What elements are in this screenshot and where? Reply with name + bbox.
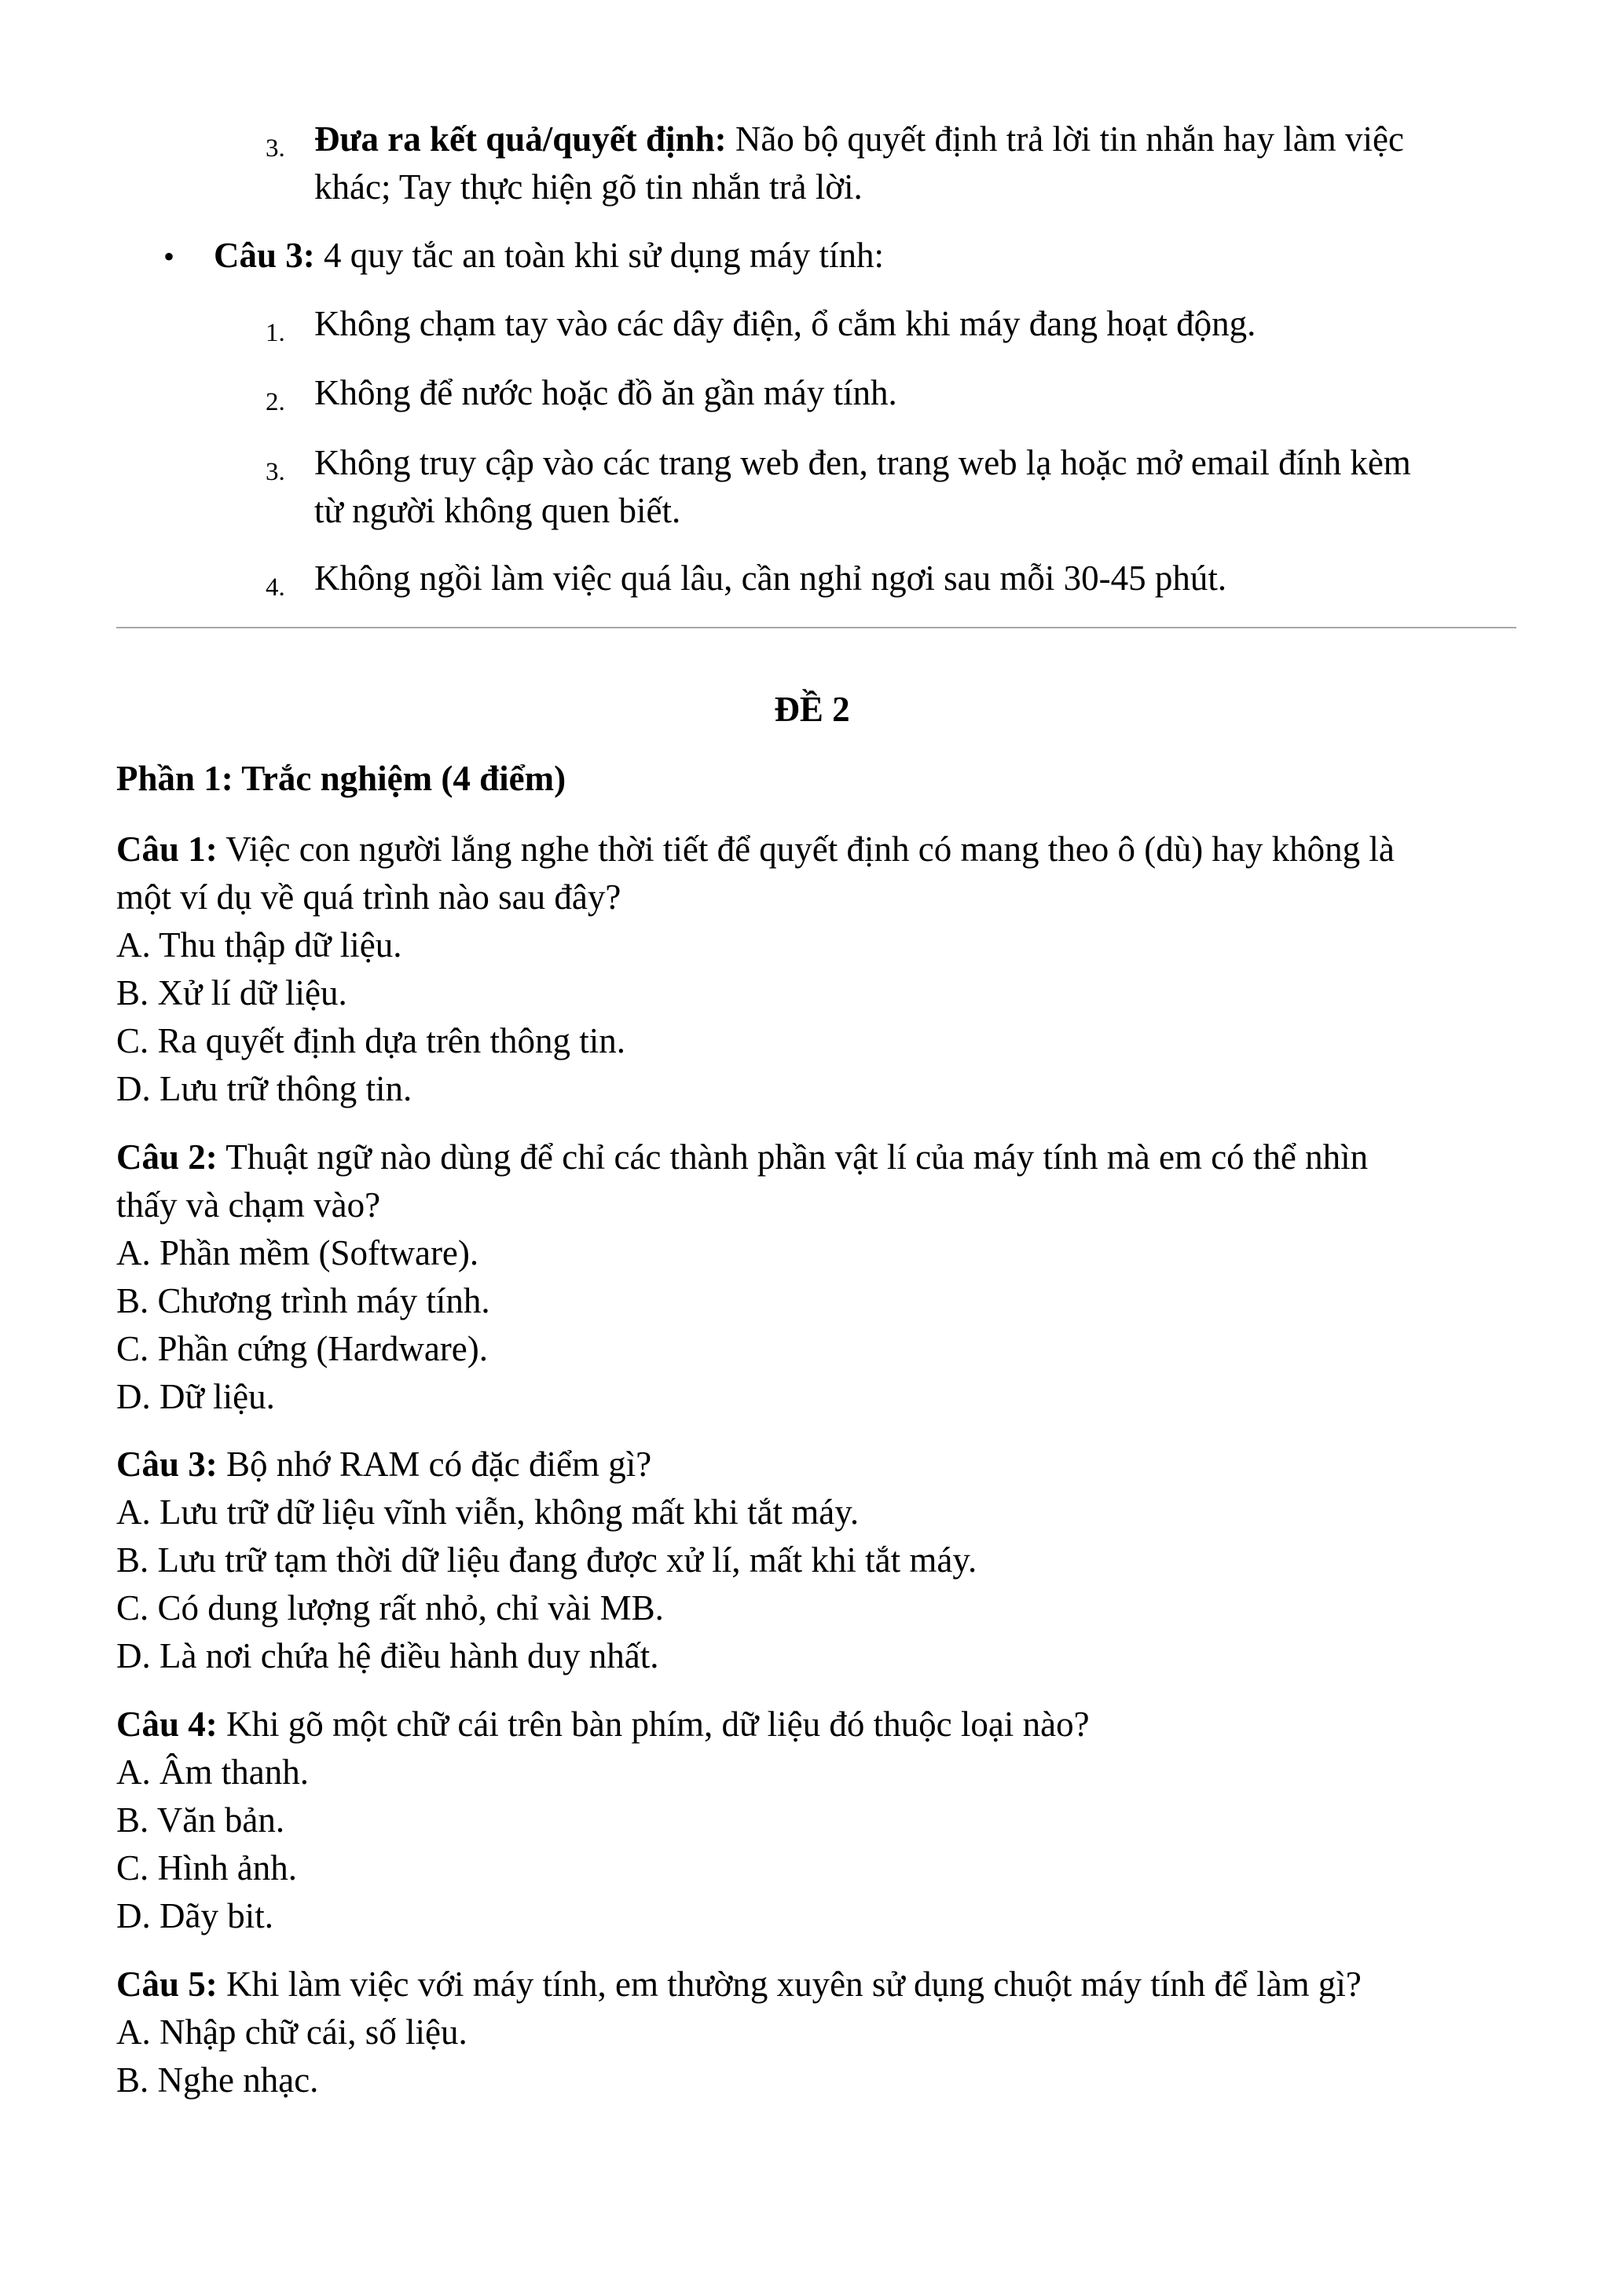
question-label: Câu 5:: [116, 1965, 218, 2004]
answer-option: B. Xử lí dữ liệu.: [116, 973, 347, 1013]
part-heading: Phần 1: Trắc nghiệm (4 điểm): [116, 759, 566, 798]
question-block: [116, 1441, 1519, 1680]
question-label: Câu 1:: [116, 829, 218, 869]
item-bold-label: Đưa ra kết quả/quyết định:: [314, 119, 727, 159]
answer-option: B. Chương trình máy tính.: [116, 1281, 490, 1320]
list-item: [314, 300, 1516, 348]
list-number: 4.: [266, 573, 285, 602]
answer-option: D. Dữ liệu.: [116, 1377, 275, 1416]
bullet-item: [214, 232, 1518, 280]
list-number: 1.: [266, 319, 285, 347]
list-item: [314, 555, 1516, 602]
rule-text: Không truy cập vào các trang web đen, trang web lạ hoặc mở email đính kèm: [314, 443, 1411, 482]
list-item: [314, 439, 1516, 535]
item-text-line2: khác; Tay thực hiện gõ tin nhắn trả lời.: [314, 167, 863, 207]
answer-option: B. Lưu trữ tạm thời dữ liệu đang được xử lí, mất khi tắt máy.: [116, 1540, 977, 1580]
question-text: Việc con người lắng nghe thời tiết để quyết định có mang theo ô (dù) hay không là: [217, 829, 1395, 869]
list-number: 2.: [266, 388, 285, 416]
answer-option: A. Nhập chữ cái, số liệu.: [116, 2012, 467, 2052]
question-text: Thuật ngữ nào dùng để chỉ các thành phần vật lí của máy tính mà em có thể nhìn: [217, 1137, 1369, 1177]
answer-option: D. Dãy bit.: [116, 1896, 273, 1935]
rule-text: Không ngồi làm việc quá lâu, cần nghỉ ngơi sau mỗi 30-45 phút.: [314, 558, 1227, 598]
answer-option: C. Ra quyết định dựa trên thông tin.: [116, 1021, 626, 1060]
question-block: [116, 1701, 1519, 1940]
list-number: 3.: [266, 458, 285, 486]
answer-option: A. Âm thanh.: [116, 1752, 309, 1792]
list-number: 3.: [266, 134, 285, 163]
answer-option: D. Lưu trữ thông tin.: [116, 1069, 412, 1108]
question-text-line2: một ví dụ về quá trình nào sau đây?: [116, 877, 621, 917]
question-block: [116, 826, 1519, 1113]
horizontal-divider: [116, 627, 1516, 628]
rule-text: Không chạm tay vào các dây điện, ổ cắm khi máy đang hoạt động.: [314, 304, 1256, 343]
item-text: Não bộ quyết định trả lời tin nhắn hay làm việc: [726, 119, 1404, 159]
exam-title: ĐỀ 2: [774, 690, 850, 729]
answer-option: A. Thu thập dữ liệu.: [116, 925, 402, 965]
rule-text: Không để nước hoặc đồ ăn gần máy tính.: [314, 373, 897, 412]
answer-option: A. Phần mềm (Software).: [116, 1233, 479, 1273]
rule-text-line2: từ người không quen biết.: [314, 491, 681, 530]
answer-option: B. Văn bản.: [116, 1800, 285, 1840]
answer-option: D. Là nơi chứa hệ điều hành duy nhất.: [116, 1636, 659, 1675]
answer-option: C. Phần cứng (Hardware).: [116, 1329, 488, 1368]
question-text: Khi làm việc với máy tính, em thường xuyên sử dụng chuột máy tính để làm gì?: [217, 1965, 1362, 2004]
question-block: [116, 1133, 1519, 1421]
answer-option: B. Nghe nhạc.: [116, 2060, 319, 2100]
question-label: Câu 3:: [214, 236, 315, 275]
question-label: Câu 4:: [116, 1705, 218, 1744]
answer-option: A. Lưu trữ dữ liệu vĩnh viễn, không mất khi tắt máy.: [116, 1492, 860, 1532]
question-text: 4 quy tắc an toàn khi sử dụng máy tính:: [314, 236, 885, 275]
question-text: Khi gõ một chữ cái trên bàn phím, dữ liệu đó thuộc loại nào?: [217, 1705, 1090, 1744]
question-text-line2: thấy và chạm vào?: [116, 1185, 381, 1225]
question-label: Câu 3:: [116, 1445, 218, 1484]
bullet-icon: •: [163, 239, 175, 274]
question-label: Câu 2:: [116, 1137, 218, 1177]
question-block: [116, 1961, 1519, 2104]
answer-option: C. Có dung lượng rất nhỏ, chỉ vài MB.: [116, 1588, 664, 1628]
answer-option: C. Hình ảnh.: [116, 1848, 297, 1888]
question-text: Bộ nhớ RAM có đặc điểm gì?: [217, 1445, 652, 1484]
list-item: [314, 369, 1516, 417]
list-item: [314, 115, 1516, 211]
